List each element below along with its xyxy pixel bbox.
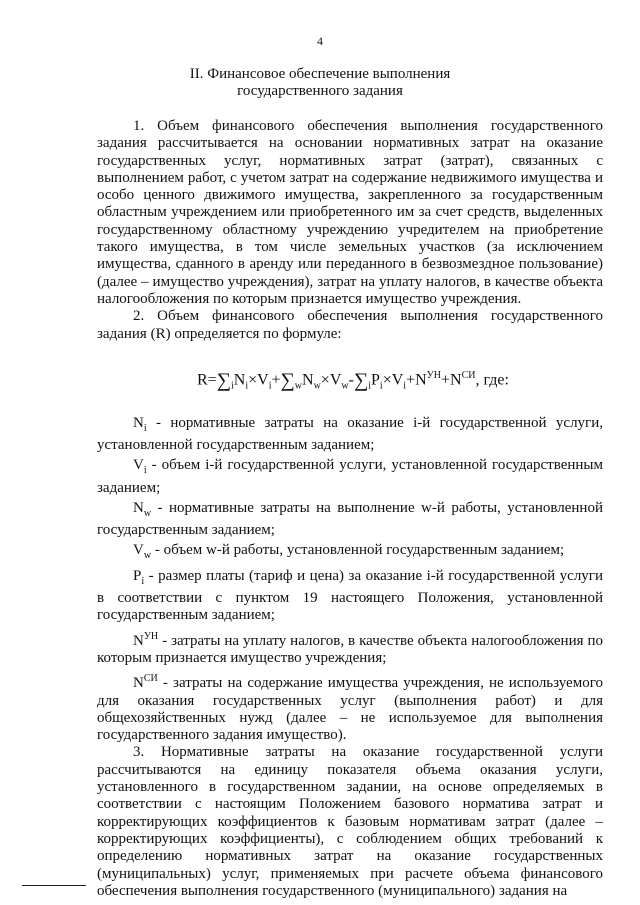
sum-symbol: ∑ (280, 369, 295, 392)
definition-nw: $N_w$ - нормативные затраты на выполнение w-й работы, установленной государственным заданием; (97, 499, 603, 539)
footnote-divider (22, 885, 86, 886)
page-number: 4 (317, 34, 323, 48)
sum-symbol: ∑ (216, 369, 231, 392)
definition-ni: $N_i$ - нормативные затраты на оказание i-й государственной услуги, установленной государственным заданием; (97, 414, 603, 453)
definition-pi: $P_i$ - размер платы (тариф и цена) за оказание i-й государственной услуги в соответствии с пунктом 19 настоящего Положения, установленной государственным заданием; (97, 567, 603, 624)
paragraph-2: 2. Объем финансового обеспечения выполнения государственного задания (R) определяется по формуле: (97, 308, 603, 342)
formula: $R=\sum_iN_i\times V_i+\sum_wN_w\times V_w-\sum_iP_i\times V_i+N^{УН}+N^{СИ}$, где: (197, 369, 509, 392)
paragraph-1: 1. Объем финансового обеспечения выполнения государственного задания рассчитывается на основании нормативных затрат на оказание государственных услуг, нормативных затрат (затрат), связанных с выполнением работ, с учетом затрат на содержание недвижимого имущества и особо ценного движимого имущества, закрепленного за государственным областным учреждением или приобретенного им за счет средств, выделенных государственному областному учреждению учредителем на приобретение такого имущества, в том числе земельных участков (за исключением имущества, сданного в аренду или переданного в безвозмездное пользование) (далее – имущество учреждения), затрат на уплату налогов, в качестве объекта налогообложения по которым признается имущество учреждения. (97, 118, 603, 307)
document-body (97, 118, 603, 900)
definition-vi: $V_i$ - объем i-й государственной услуги, установленной государственным заданием; (97, 457, 603, 496)
paragraph-3: 3. Нормативные затраты на оказание государственной услуги рассчитываются на единицу показателя объема оказания услуги, установленного в государственном задании, на основе определяемых в соответствии с настоящим Положением базового норматива затрат и корректирующих коэффициентов к базовым нормативам затрат (далее – корректирующих коэффициенты), с соблюдением общих требований к определению нормативных затрат на оказание государственных (муниципальных) услуг, применяемых при расчете объема финансового обеспечения выполнения государственного (муниципального) задания на (97, 744, 603, 899)
section-title (0, 66, 640, 100)
sum-symbol: ∑ (353, 369, 369, 392)
section-title-line1: II. Финансовое обеспечение выполнения (189, 66, 451, 82)
definition-vw: $V_w$ - объем w-й работы, установленной государственным заданием; (133, 542, 565, 562)
section-title-line2: государственного задания (237, 83, 403, 99)
definition-nun: $N^{УН}$ - затраты на уплату налогов, в качестве объекта налогообложения по которым признается имущество учреждения; (97, 630, 603, 666)
definition-nsi: $N^{СИ}$ - затраты на содержание имущества учреждения, не используемого для оказания государственных услуг (выполнения работ) и для общехозяйственных нужд (далее – не используемое для выполнения государственного задания имущество). (97, 673, 603, 744)
